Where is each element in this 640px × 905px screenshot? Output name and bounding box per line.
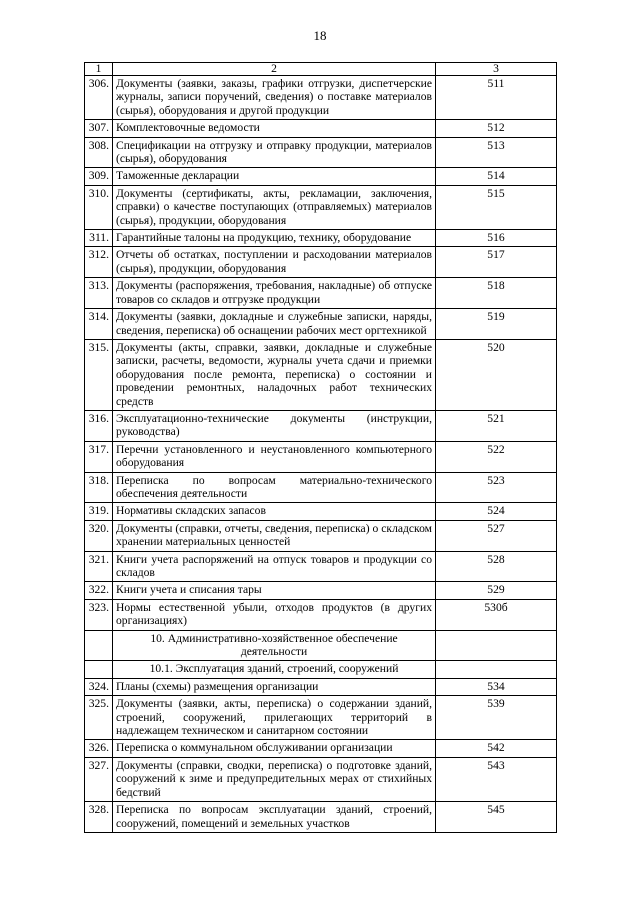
row-number: 324. <box>85 678 113 695</box>
row-article-number: 528 <box>436 551 557 582</box>
row-number: 319. <box>85 503 113 520</box>
table-row <box>85 582 557 599</box>
row-number: 316. <box>85 410 113 441</box>
table-row <box>85 309 557 340</box>
row-description: Документы (справки, отчеты, сведения, переписка) о складском хранении материальных ценностей <box>113 520 436 551</box>
row-article-number: 518 <box>436 278 557 309</box>
row-description: Таможенные декларации <box>113 168 436 185</box>
section-heading-row <box>85 630 557 661</box>
row-article-number: 514 <box>436 168 557 185</box>
table-body <box>85 76 557 833</box>
table-row <box>85 410 557 441</box>
section-heading-row <box>85 661 557 678</box>
row-article-number: 530б <box>436 599 557 630</box>
row-number: 327. <box>85 757 113 801</box>
page-number: 18 <box>313 28 327 43</box>
row-article-number: 521 <box>436 410 557 441</box>
row-article-number: 523 <box>436 472 557 503</box>
row-description: Документы (справки, сводки, переписка) о подготовке зданий, сооружений к зиме и предупредительных мерах от стихийных бедствий <box>113 757 436 801</box>
section-empty-cell <box>85 661 113 678</box>
table-row <box>85 520 557 551</box>
section-empty-cell <box>85 630 113 661</box>
row-description: Перечни установленного и неустановленного компьютерного оборудования <box>113 441 436 472</box>
table-row <box>85 247 557 278</box>
row-article-number: 534 <box>436 678 557 695</box>
row-article-number: 517 <box>436 247 557 278</box>
row-article-number: 527 <box>436 520 557 551</box>
row-description: Документы (заявки, докладные и служебные записки, наряды, сведения, переписка) об оснащении рабочих мест оргтехникой <box>113 309 436 340</box>
row-article-number: 520 <box>436 339 557 410</box>
row-article-number: 515 <box>436 185 557 229</box>
table-row <box>85 76 557 120</box>
row-description: Документы (заявки, заказы, графики отгрузки, диспетчерские журналы, записи поручений, сведения) о поставке материалов (сырья), оборудования и другой продукции <box>113 76 436 120</box>
row-article-number: 542 <box>436 740 557 757</box>
table-row <box>85 696 557 740</box>
table-row <box>85 802 557 833</box>
table-row <box>85 278 557 309</box>
table-header-row <box>85 63 557 76</box>
row-number: 313. <box>85 278 113 309</box>
row-number: 306. <box>85 76 113 120</box>
column-header-3: 3 <box>436 63 557 76</box>
row-article-number: 511 <box>436 76 557 120</box>
row-article-number: 516 <box>436 230 557 247</box>
row-article-number: 529 <box>436 582 557 599</box>
row-description: Спецификации на отгрузку и отправку продукции, материалов (сырья), оборудования <box>113 137 436 168</box>
section-empty-cell <box>436 661 557 678</box>
row-description: Переписка о коммунальном обслуживании организации <box>113 740 436 757</box>
table-row <box>85 503 557 520</box>
row-description: Переписка по вопросам материально-технического обеспечения деятельности <box>113 472 436 503</box>
table-row <box>85 137 557 168</box>
row-number: 318. <box>85 472 113 503</box>
row-article-number: 539 <box>436 696 557 740</box>
row-number: 317. <box>85 441 113 472</box>
row-article-number: 519 <box>436 309 557 340</box>
row-number: 307. <box>85 120 113 137</box>
row-number: 310. <box>85 185 113 229</box>
row-description: Документы (сертификаты, акты, рекламации, заключения, справки) о качестве поступающих (отправляемых) материалов (сырья), продукции, оборудования <box>113 185 436 229</box>
table-row <box>85 120 557 137</box>
section-heading: 10.1. Эксплуатация зданий, строений, сооружений <box>113 661 436 678</box>
row-article-number: 543 <box>436 757 557 801</box>
row-description: Книги учета распоряжений на отпуск товаров и продукции со складов <box>113 551 436 582</box>
row-article-number: 545 <box>436 802 557 833</box>
row-number: 312. <box>85 247 113 278</box>
column-header-1: 1 <box>85 63 113 76</box>
table-row <box>85 740 557 757</box>
row-description: Документы (заявки, акты, переписка) о содержании зданий, строений, сооружений, прилегающих территорий в надлежащем техническом и санитарном состоянии <box>113 696 436 740</box>
row-description: Планы (схемы) размещения организации <box>113 678 436 695</box>
table-row <box>85 757 557 801</box>
row-description: Гарантийные талоны на продукцию, технику, оборудование <box>113 230 436 247</box>
row-number: 311. <box>85 230 113 247</box>
table-row <box>85 551 557 582</box>
table-row <box>85 599 557 630</box>
table-row <box>85 441 557 472</box>
section-heading: 10. Административно-хозяйственное обеспечение деятельности <box>113 630 436 661</box>
row-description: Эксплуатационно-технические документы (инструкции, руководства) <box>113 410 436 441</box>
row-description: Переписка по вопросам эксплуатации зданий, строений, сооружений, помещений и земельных участков <box>113 802 436 833</box>
row-number: 321. <box>85 551 113 582</box>
table-row <box>85 185 557 229</box>
row-article-number: 524 <box>436 503 557 520</box>
table-row <box>85 678 557 695</box>
table-row <box>85 168 557 185</box>
row-number: 309. <box>85 168 113 185</box>
row-description: Комплектовочные ведомости <box>113 120 436 137</box>
row-article-number: 513 <box>436 137 557 168</box>
row-description: Документы (распоряжения, требования, накладные) об отпуске товаров со складов и отгрузке продукции <box>113 278 436 309</box>
row-number: 328. <box>85 802 113 833</box>
row-number: 308. <box>85 137 113 168</box>
row-number: 315. <box>85 339 113 410</box>
row-description: Нормативы складских запасов <box>113 503 436 520</box>
table-row <box>85 339 557 410</box>
row-description: Книги учета и списания тары <box>113 582 436 599</box>
section-empty-cell <box>436 630 557 661</box>
table-row <box>85 472 557 503</box>
row-description: Документы (акты, справки, заявки, докладные и служебные записки, расчеты, ведомости, журналы учета сдачи и приемки оборудования после ремонта, переписка) о состоянии и проведении ремонтных, наладочных работ технических средств <box>113 339 436 410</box>
row-description: Нормы естественной убыли, отходов продуктов (в других организациях) <box>113 599 436 630</box>
row-number: 326. <box>85 740 113 757</box>
document-table <box>84 62 557 833</box>
row-number: 314. <box>85 309 113 340</box>
row-description: Отчеты об остатках, поступлении и расходовании материалов (сырья), продукции, оборудования <box>113 247 436 278</box>
row-number: 323. <box>85 599 113 630</box>
row-article-number: 512 <box>436 120 557 137</box>
table-row <box>85 230 557 247</box>
row-article-number: 522 <box>436 441 557 472</box>
row-number: 322. <box>85 582 113 599</box>
row-number: 325. <box>85 696 113 740</box>
column-header-2: 2 <box>113 63 436 76</box>
row-number: 320. <box>85 520 113 551</box>
